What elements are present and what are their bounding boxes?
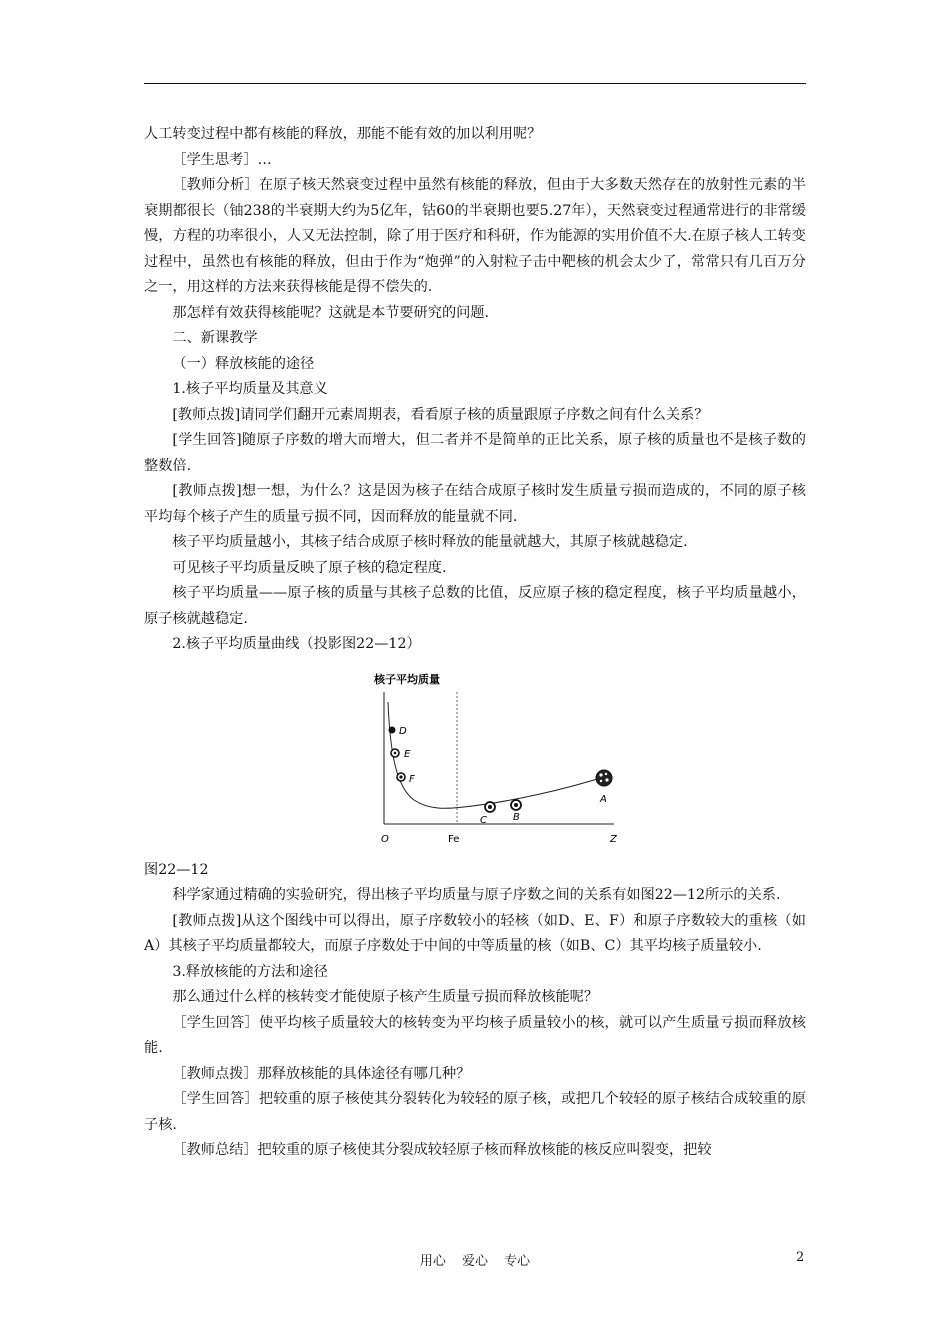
paragraph: ［学生思考］… [172,151,272,168]
point-a-spot-4 [600,779,602,781]
y-axis-label: 核子平均质量 [374,672,440,686]
paragraph: ［教师总结］把较重的原子核使其分裂成较轻原子核而释放核能的核反应叫裂变，把较 [172,1142,712,1158]
label-a: A [600,793,607,805]
paragraph: ［教师点拨］那释放核能的具体途径有哪几种？ [172,1065,471,1082]
paragraph: 可见核子平均质量反映了原子核的稳定程度. [172,559,447,576]
point-a [596,770,612,786]
page-number: 2 [796,1250,805,1265]
point-a-spot-2 [605,778,608,781]
label-c: C [480,814,487,826]
paragraph: 那么通过什么样的核转变才能使原子核产生质量亏损而释放核能呢？ [172,989,599,1005]
footer-slogan: 用心 爱心 专心 [419,1254,531,1269]
paragraph: （一）释放核能的途径 [172,355,315,372]
point-c-core [488,805,492,809]
point-a-spot-1 [599,773,602,776]
paragraph: 1.核子平均质量及其意义 [172,381,328,397]
page-body [144,122,806,1164]
mass-curve-chart [374,672,634,854]
top-paragraphs [144,122,806,658]
origin-label: O [381,833,389,845]
paragraph: [教师点拨]请同学们翻开元素周期表，看看原子核的质量跟原子序数之间有什么关系？ [172,406,709,423]
point-b-core [514,803,518,807]
paragraph: ［教师分析］在原子核天然衰变过程中虽然有核能的释放，但由于大多数天然存在的放射性元素的半衰期都很长（铀238的半衰期大约为5亿年，钴60的半衰期也要5.27年），天然衰变过程通常进行的非常缓慢，方程的功率很小，人又无法控制，除了用于医疗和科研，作为能源的实用价值不大.在原子核人工转变过程中，虽然也有核能的释放，但由于作为“炮弹”的入射粒子击中靶核的机会太少了，常常只有几百万分之一，用这样的方法来获得核能是得不偿失的. [144,177,806,295]
x-axis-label: Z [610,833,617,845]
fe-label: Fe [448,833,460,845]
bottom-paragraphs [144,883,806,1164]
paragraph: 那怎样有效获得核能呢？这就是本节要研究的问题. [172,304,490,321]
page-footer [0,1250,950,1270]
paragraph: 核子平均质量越小，其核子结合成原子核时释放的能量就越大，其原子核就越稳定. [172,534,688,550]
paragraph: [学生回答]随原子序数的增大而增大，但二者并不是简单的正比关系，原子核的质量也不是核子数的整数倍. [144,432,806,474]
label-b: B [513,811,520,823]
paragraph: [教师点拨]想一想，为什么？这是因为核子在结合成原子核时发生质量亏损而造成的，不同的原子核平均每个核子产生的质量亏损不同，因而释放的能量就不同. [144,483,806,525]
paragraph: 二、新课教学 [172,330,258,346]
label-f: F [409,773,415,785]
point-d [389,726,396,733]
point-e-core [394,751,397,754]
paragraph: 3.释放核能的方法和途径 [172,963,328,980]
mass-curve [388,702,610,808]
label-e: E [404,748,411,760]
paragraph: [教师点拨]从这个图线中可以得出，原子序数较小的轻核（如D、E、F）和原子序数较大的重核（如A）其核子平均质量都较大，而原子序数处于中间的中等质量的核（如B、C）其平均核子质量较小. [144,912,806,954]
paragraph: 人工转变过程中都有核能的释放，那能不能有效的加以利用呢？ [144,126,542,142]
header-rule [144,83,806,84]
paragraph: 2.核子平均质量曲线（投影图22—12） [172,636,421,652]
paragraph: 核子平均质量——原子核的质量与其核子总数的比值，反应原子核的稳定程度，核子平均质量越小，原子核就越稳定. [144,585,806,627]
paragraph: ［学生回答］把较重的原子核使其分裂转化为较轻的原子核，或把几个较轻的原子核结合成较重的原子核. [144,1091,806,1133]
point-a-spot-3 [605,772,607,774]
label-d: D [399,725,407,737]
paragraph: ［学生回答］使平均核子质量较大的核转变为平均核子质量较小的核，就可以产生质量亏损而释放核能. [144,1014,806,1056]
point-f-core [399,775,402,778]
paragraph: 科学家通过精确的实验研究，得出核子平均质量与原子序数之间的关系有如图22—12所示的关系. [172,887,781,903]
figure-22-12 [144,672,806,858]
figure-caption: 图22—12 [144,861,209,878]
